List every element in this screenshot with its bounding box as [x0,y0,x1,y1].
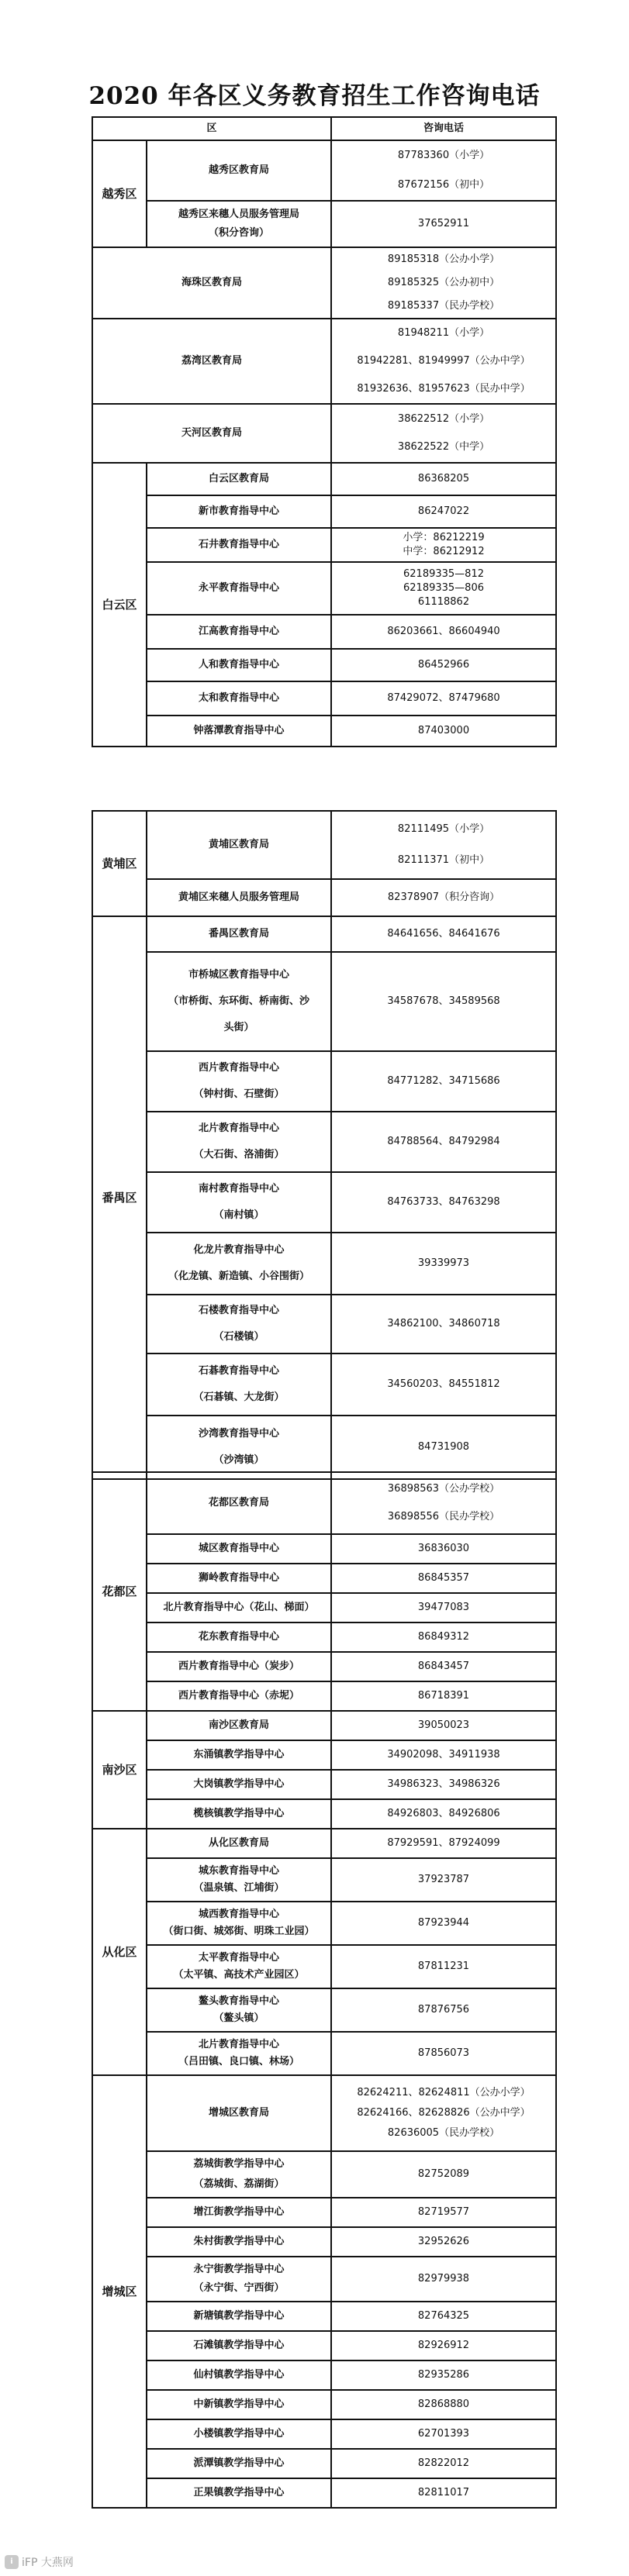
table-row [92,1652,556,1681]
phone-cell: 34587678、34589568 [331,952,556,1051]
unit-cell: 石碁教育指导中心 （石碁镇、大龙街） [147,1354,331,1416]
district-name: 黄埔区 [92,811,147,916]
unit-cell: 白云区教育局 [147,463,331,495]
phone-cell: 81948211（小学） 81942281、81949997（公办中学） 81932636、81957623（民办中学） [331,319,556,404]
page-title: 2020 年各区义务教育招生工作咨询电话 [88,82,541,110]
unit-cell: 化龙片教育指导中心 （化龙镇、新造镇、小谷围街） [147,1233,331,1295]
unit-cell: 海珠区教育局 [92,247,331,319]
phone-cell: 84788564、84792984 [331,1112,556,1172]
table-row [92,2198,556,2227]
table-row [92,649,556,681]
header-phone: 咨询电话 [331,117,556,140]
phone-cell: 82378907（积分咨询） [331,879,556,916]
unit-cell: 西片教育指导中心（炭步） [147,1652,331,1681]
unit-cell: 黄埔区教育局 [147,811,331,879]
table-row [92,1681,556,1711]
phone-cell: 62189335—812 62189335—806 61118862 [331,562,556,615]
unit-cell: 北片教育指导中心（花山、梯面） [147,1593,331,1623]
district-name: 番禺区 [92,916,147,1479]
table-row [92,2257,556,2302]
watermark-logo-icon: i [5,2555,19,2569]
phone-cell: 34560203、84551812 [331,1354,556,1416]
unit-cell: 鳌头教育指导中心 （鳌头镇） [147,1988,331,2032]
unit-cell: 增城区教育局 [147,2075,331,2151]
phone-cell: 32952626 [331,2227,556,2257]
phone-cell: 小学：86212219 中学：86212912 [331,528,556,562]
phone-cell: 62701393 [331,2419,556,2449]
header-district: 区 [92,117,331,140]
table-row [92,1416,556,1479]
unit-cell: 荔湾区教育局 [92,319,331,404]
unit-cell: 番禺区教育局 [147,916,331,952]
phone-cell: 86368205 [331,463,556,495]
unit-cell: 西片教育指导中心 （钟村街、石壁街） [147,1051,331,1112]
unit-cell: 小楼镇教学指导中心 [147,2419,331,2449]
phone-cell: 34862100、34860718 [331,1295,556,1354]
unit-cell: 石滩镇教学指导中心 [147,2331,331,2360]
unit-cell: 永宁街教学指导中心 （永宁街、宁西街） [147,2257,331,2302]
unit-cell: 南沙区教育局 [147,1711,331,1740]
table-row [92,1233,556,1295]
unit-cell: 朱村街教学指导中心 [147,2227,331,2257]
phone-cell: 84731908 [331,1416,556,1479]
unit-cell: 江高教育指导中心 [147,615,331,649]
district-name: 越秀区 [92,140,147,247]
unit-cell: 太平教育指导中心 （太平镇、高技术产业园区） [147,1945,331,1988]
district-name: 花都区 [92,1472,147,1711]
table-row [92,2478,556,2508]
phone-cell: 39477083 [331,1593,556,1623]
phone-cell: 34902098、34911938 [331,1740,556,1770]
unit-cell: 南村教育指导中心 （南村镇） [147,1172,331,1233]
table-row [92,1945,556,1988]
table-row [92,2032,556,2075]
table-section-3 [92,1471,555,2509]
phone-cell: 87856073 [331,2032,556,2075]
table-row [92,1740,556,1770]
contact-table [92,116,557,747]
contact-table [92,810,557,1480]
table-row [92,2360,556,2390]
unit-cell: 越秀区教育局 [147,140,331,201]
phone-cell: 87429072、87479680 [331,681,556,716]
phone-cell: 87923944 [331,1902,556,1945]
phone-cell: 89185318（公办小学） 89185325（公办初中） 89185337（民办学校） [331,247,556,319]
phone-cell: 84641656、84641676 [331,916,556,952]
table-row [92,2151,556,2198]
table-row [92,2449,556,2478]
table-row [92,2227,556,2257]
unit-cell: 沙湾教育指导中心 （沙湾镇） [147,1416,331,1479]
table-row [92,1354,556,1416]
unit-cell: 大岗镇教学指导中心 [147,1770,331,1799]
table-row [92,1534,556,1564]
table-row [92,1472,556,1534]
table-row [92,2331,556,2360]
phone-cell: 84763733、84763298 [331,1172,556,1233]
phone-cell: 82111495（小学） 82111371（初中） [331,811,556,879]
district-name: 南沙区 [92,1711,147,1829]
phone-cell: 37923787 [331,1858,556,1902]
unit-cell: 增江街教学指导中心 [147,2198,331,2227]
unit-cell: 北片教育指导中心 （吕田镇、良口镇、林场） [147,2032,331,2075]
table-row [92,319,556,404]
table-row [92,1623,556,1652]
phone-cell: 87811231 [331,1945,556,1988]
unit-cell: 狮岭教育指导中心 [147,1564,331,1593]
phone-cell: 82752089 [331,2151,556,2198]
unit-cell: 石井教育指导中心 [147,528,331,562]
contact-table [92,1471,557,2509]
phone-cell: 87876756 [331,1988,556,2032]
table-section-1 [92,116,555,747]
table-row [92,1051,556,1112]
phone-cell: 82822012 [331,2449,556,2478]
table-section-2 [92,810,555,1480]
unit-cell: 北片教育指导中心 （大石街、洛浦街） [147,1112,331,1172]
phone-cell: 82979938 [331,2257,556,2302]
district-name: 增城区 [92,2075,147,2508]
table-row [92,1902,556,1945]
phone-cell: 87403000 [331,716,556,747]
watermark-text: iFP 大燕网 [22,2557,74,2569]
unit-cell: 新塘镇教学指导中心 [147,2302,331,2331]
phone-cell: 82719577 [331,2198,556,2227]
unit-cell: 钟落潭教育指导中心 [147,716,331,747]
unit-cell: 东涌镇教学指导中心 [147,1740,331,1770]
unit-cell: 城区教育指导中心 [147,1534,331,1564]
table-row [92,528,556,562]
phone-cell: 39339973 [331,1233,556,1295]
unit-cell: 仙村镇教学指导中心 [147,2360,331,2390]
phone-cell: 86845357 [331,1564,556,1593]
unit-cell: 天河区教育局 [92,404,331,463]
unit-cell: 人和教育指导中心 [147,649,331,681]
table-row [92,1799,556,1829]
table-row [92,404,556,463]
unit-cell: 派潭镇教学指导中心 [147,2449,331,2478]
phone-cell: 86843457 [331,1652,556,1681]
unit-cell: 越秀区来穗人员服务管理局 （积分咨询） [147,201,331,247]
phone-cell: 84926803、84926806 [331,1799,556,1829]
unit-cell: 花都区教育局 [147,1472,331,1534]
table-row [92,1172,556,1233]
table-row [92,1858,556,1902]
phone-cell: 86849312 [331,1623,556,1652]
table-row [92,916,556,952]
table-row [92,952,556,1051]
table-row [92,2075,556,2151]
phone-cell: 82764325 [331,2302,556,2331]
table-row [92,1593,556,1623]
unit-cell: 城东教育指导中心 （温泉镇、江埔街） [147,1858,331,1902]
table-row [92,1295,556,1354]
unit-cell: 太和教育指导中心 [147,681,331,716]
table-row [92,2390,556,2419]
phone-cell: 38622512（小学） 38622522（中学） [331,404,556,463]
table-row [92,879,556,916]
phone-cell: 87783360（小学） 87672156（初中） [331,140,556,201]
phone-cell: 36836030 [331,1534,556,1564]
phone-cell: 84771282、34715686 [331,1051,556,1112]
table-row [92,463,556,495]
phone-cell: 86203661、86604940 [331,615,556,649]
table-row [92,681,556,716]
phone-cell: 86247022 [331,495,556,528]
phone-cell: 82935286 [331,2360,556,2390]
phone-cell: 39050023 [331,1711,556,1740]
district-name: 白云区 [92,463,147,747]
phone-cell: 86452966 [331,649,556,681]
unit-cell: 荔城街教学指导中心 （荔城街、荔湖街） [147,2151,331,2198]
table-row [92,1770,556,1799]
watermark [5,2554,74,2570]
phone-cell: 82868880 [331,2390,556,2419]
phone-cell: 82926912 [331,2331,556,2360]
unit-cell: 永平教育指导中心 [147,562,331,615]
table-row [92,201,556,247]
table-header-row [92,117,556,140]
unit-cell: 榄核镇教学指导中心 [147,1799,331,1829]
unit-cell: 正果镇教学指导中心 [147,2478,331,2508]
district-name: 从化区 [92,1829,147,2075]
unit-cell: 西片教育指导中心（赤坭） [147,1681,331,1711]
phone-cell: 82811017 [331,2478,556,2508]
table-row [92,140,556,201]
table-row [92,1988,556,2032]
table-row [92,1711,556,1740]
phone-cell: 34986323、34986326 [331,1770,556,1799]
table-row [92,615,556,649]
unit-cell: 石楼教育指导中心 （石楼镇） [147,1295,331,1354]
table-row [92,2419,556,2449]
unit-cell: 市桥城区教育指导中心 （市桥街、东环街、桥南街、沙 头街） [147,952,331,1051]
phone-cell: 87929591、87924099 [331,1829,556,1858]
phone-cell: 37652911 [331,201,556,247]
unit-cell: 花东教育指导中心 [147,1623,331,1652]
unit-cell: 黄埔区来穗人员服务管理局 [147,879,331,916]
table-row [92,716,556,747]
table-row [92,2302,556,2331]
unit-cell: 新市教育指导中心 [147,495,331,528]
table-row [92,495,556,528]
unit-cell: 从化区教育局 [147,1829,331,1858]
table-row [92,247,556,319]
unit-cell: 城西教育指导中心 （街口街、城郊街、明珠工业园） [147,1902,331,1945]
unit-cell: 中新镇教学指导中心 [147,2390,331,2419]
phone-cell: 36898563（公办学校） 36898556（民办学校） [331,1472,556,1534]
table-row [92,1829,556,1858]
table-row [92,562,556,615]
table-row [92,811,556,879]
phone-cell: 82624211、82624811（公办小学） 82624166、82628826（公办中学） 82636005（民办学校） [331,2075,556,2151]
phone-cell: 86718391 [331,1681,556,1711]
table-row [92,1112,556,1172]
table-row [92,1564,556,1593]
